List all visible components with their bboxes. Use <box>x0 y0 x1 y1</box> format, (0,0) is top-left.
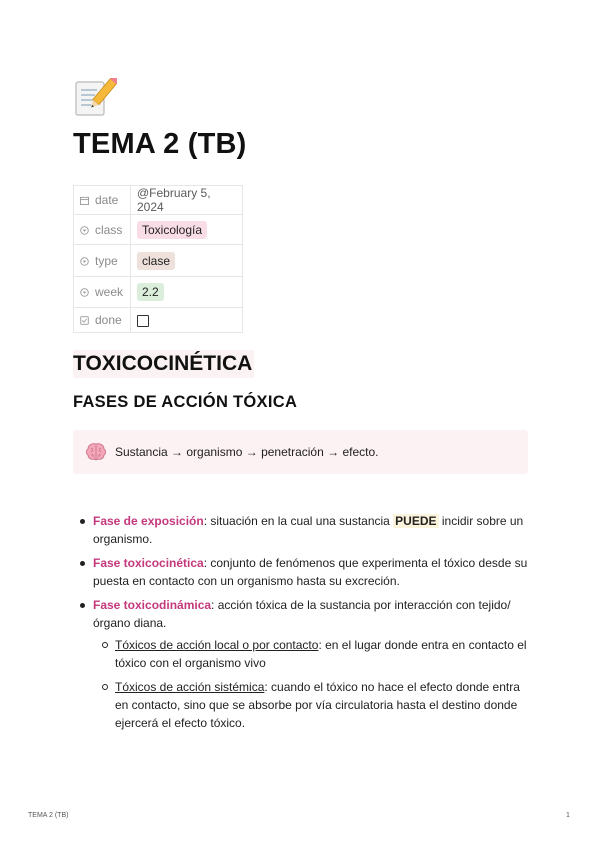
property-row-date <box>74 186 243 215</box>
sub-list-item <box>115 636 533 672</box>
select-icon <box>80 257 89 266</box>
sub-list-item-text: : en el lugar donde entra en contacto el tóxico con el organismo vivo <box>115 638 527 670</box>
sub-list <box>93 636 533 732</box>
property-row-week <box>74 277 243 308</box>
callout-text: Sustancia → organismo → penetración → efecto. <box>115 445 379 459</box>
footer-title: TEMA 2 (TB) <box>28 812 69 819</box>
callout-box <box>73 430 528 474</box>
list-item <box>93 596 533 732</box>
select-icon <box>80 226 89 235</box>
page-title: TEMA 2 (TB) <box>73 128 247 160</box>
done-checkbox[interactable] <box>137 315 149 327</box>
bullet-list <box>93 512 533 738</box>
list-item-text: incidir sobre un organismo. <box>93 514 524 546</box>
sub-list-item-text: : cuando el tóxico no hace el efecto donde entra en contacto, sino que se absorbe por vía circulatoria hasta el destino donde ejercerá el efecto tóxico. <box>115 680 520 730</box>
sub-list-item <box>115 678 533 732</box>
term-fase-toxicocinetica: Fase toxicocinética <box>93 556 204 570</box>
brain-icon <box>85 442 107 462</box>
heading-toxicocinetica: TOXICOCINÉTICA <box>73 350 254 378</box>
property-key: date <box>95 193 119 207</box>
type-tag[interactable]: clase <box>137 252 175 270</box>
list-item-text: : acción tóxica de la sustancia por interacción con tejido/ órgano diana. <box>93 598 511 630</box>
list-item-text: : conjunto de fenómenos que experimenta el tóxico desde su puesta en contacto con un organismo hasta su excreción. <box>93 556 528 588</box>
list-item <box>93 554 533 590</box>
sub-term: Tóxicos de acción sistémica <box>115 680 265 694</box>
select-icon <box>80 288 89 297</box>
list-item <box>93 512 533 548</box>
page-number: 1 <box>566 812 570 819</box>
list-item-text: : situación en la cual una sustancia <box>203 514 394 528</box>
property-value-date[interactable]: @February 5, 2024 <box>131 186 243 215</box>
property-key: type <box>95 253 118 268</box>
term-fase-toxicodinamica: Fase toxicodinámica <box>93 598 212 612</box>
property-row-done <box>74 308 243 333</box>
highlight-puede: PUEDE <box>395 514 437 528</box>
class-tag[interactable]: Toxicología <box>137 221 207 239</box>
property-key: done <box>95 313 122 327</box>
week-tag[interactable]: 2.2 <box>137 283 164 301</box>
property-key: class <box>95 222 123 237</box>
memo-icon <box>73 78 117 118</box>
term-fase-exposicion: Fase de exposición <box>93 514 204 528</box>
calendar-icon <box>80 196 89 205</box>
heading-fases: FASES DE ACCIÓN TÓXICA <box>73 393 298 411</box>
properties-table <box>73 185 243 333</box>
property-row-class <box>74 215 243 245</box>
property-key: week <box>95 285 124 299</box>
checkbox-icon <box>80 316 89 325</box>
sub-term: Tóxicos de acción local o por contacto <box>115 638 319 652</box>
property-row-type <box>74 245 243 277</box>
